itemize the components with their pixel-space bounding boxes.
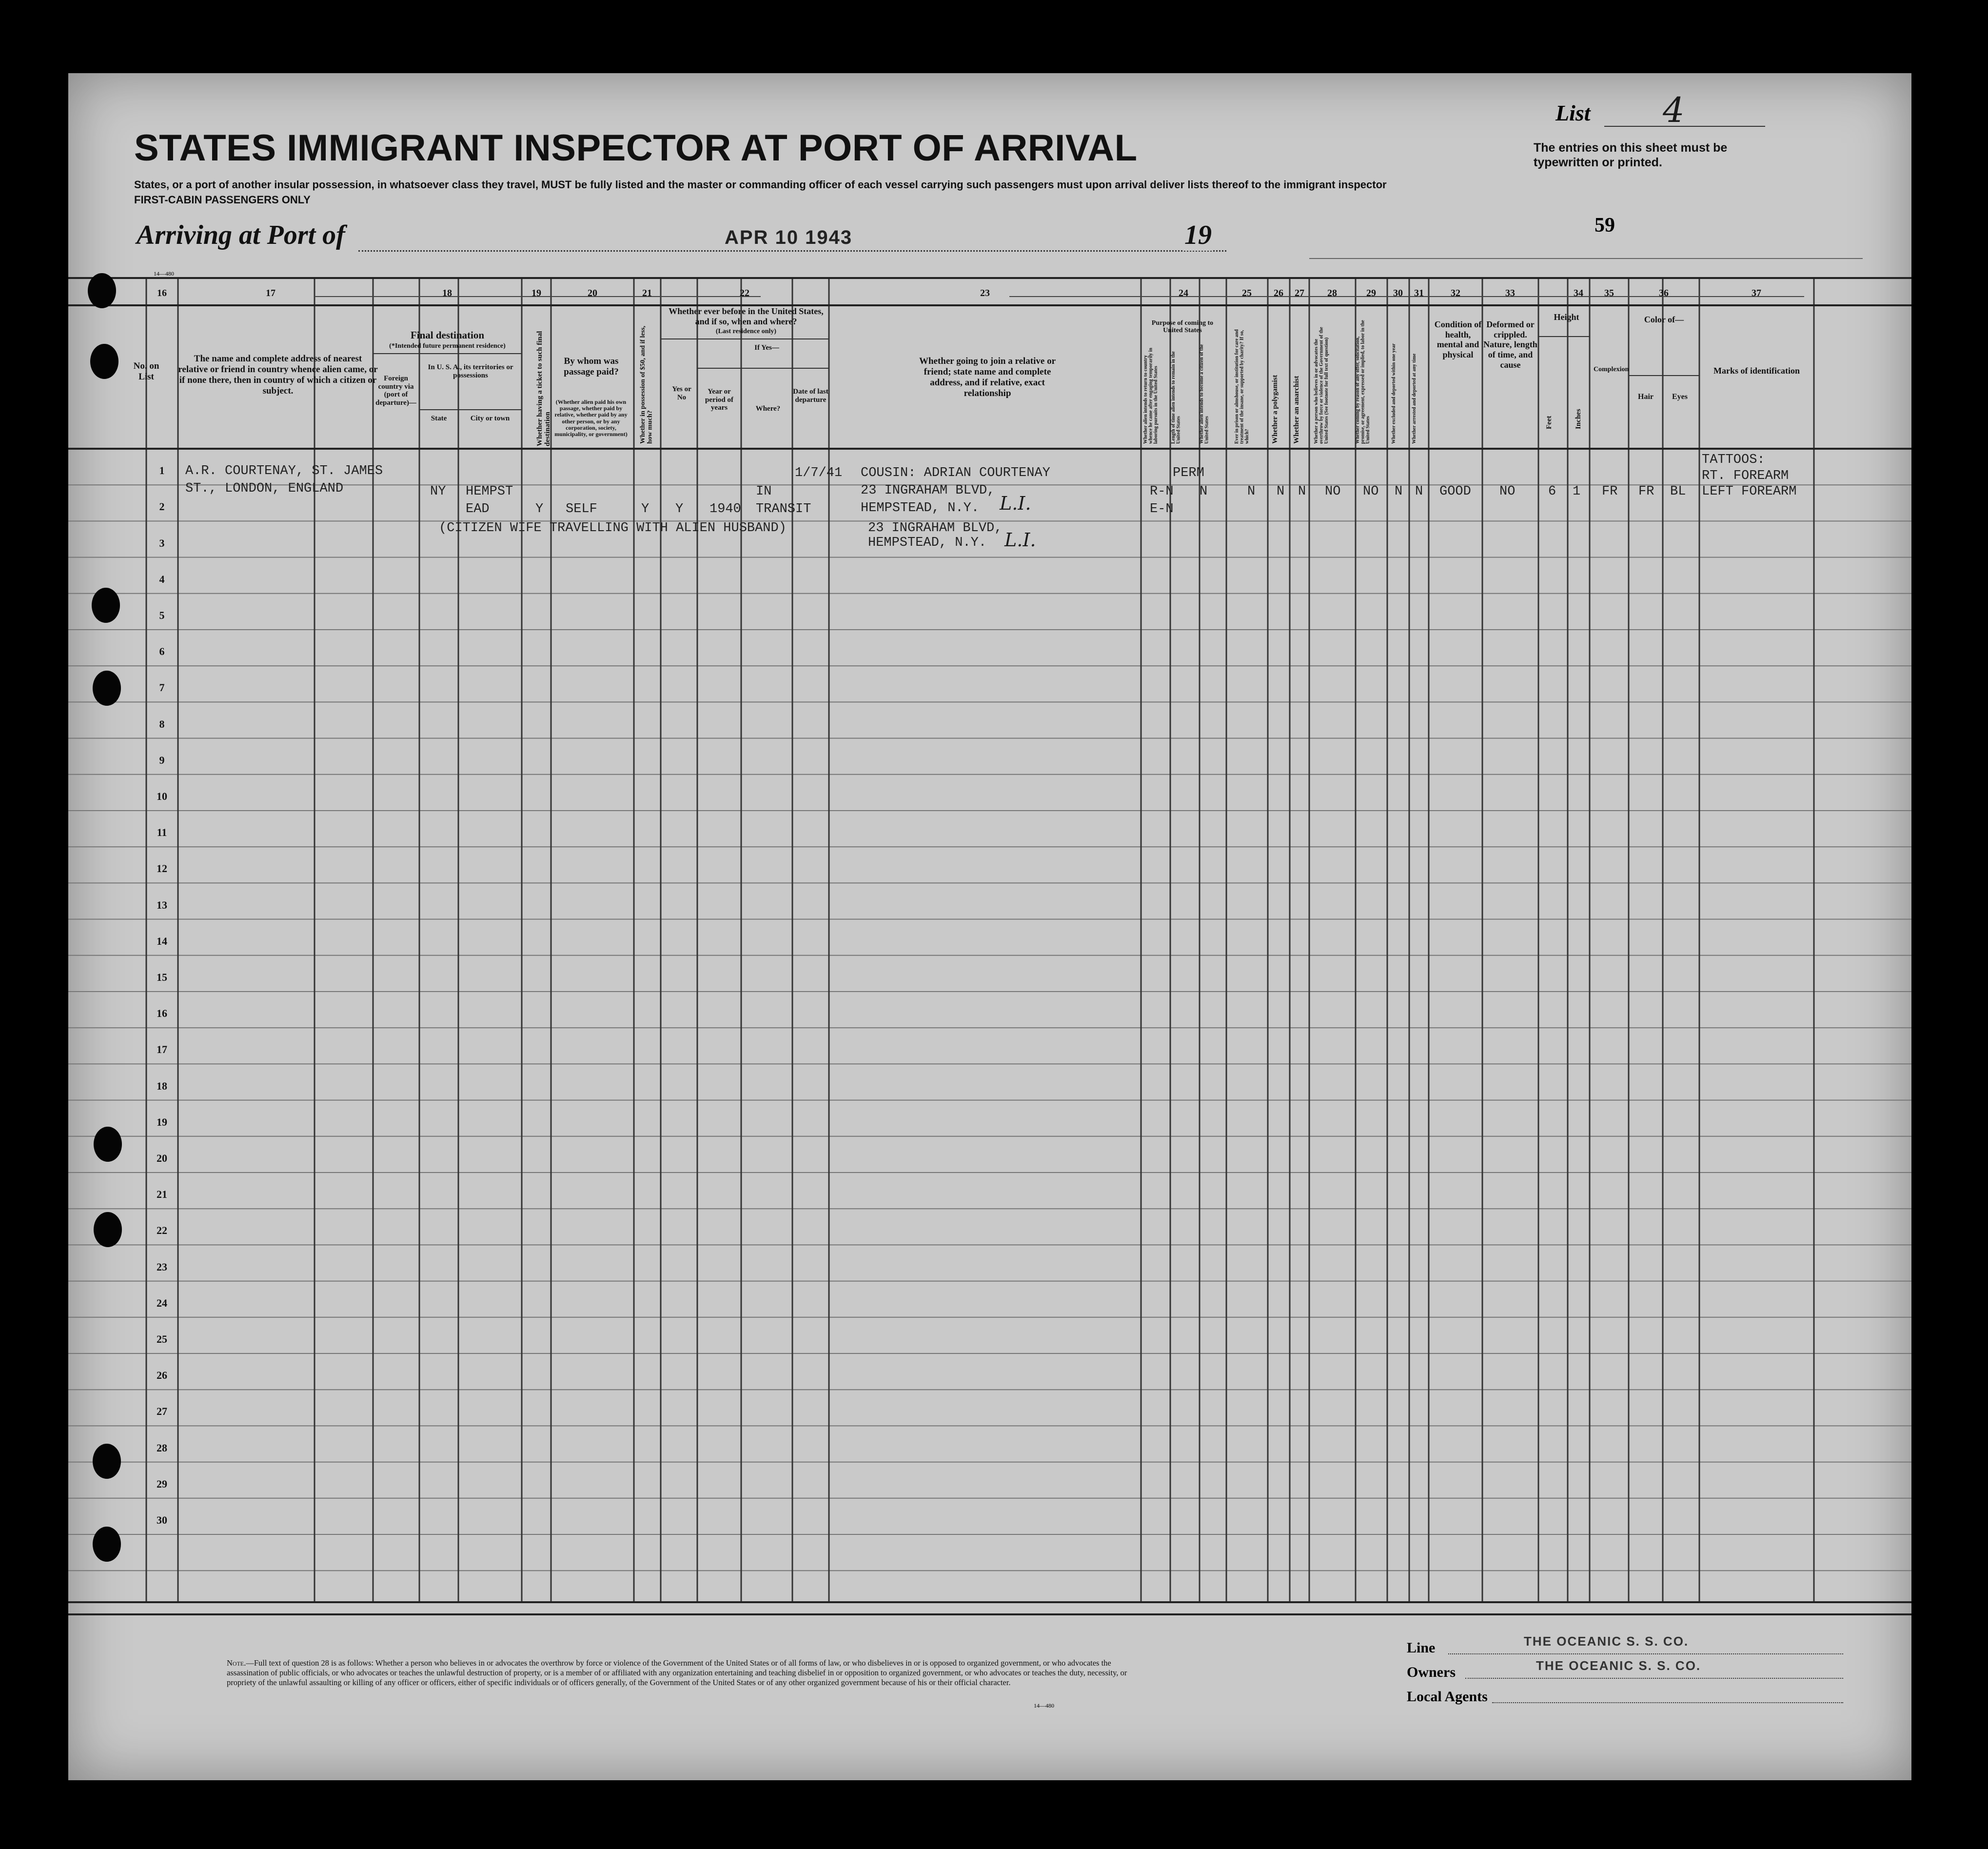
row-number: 22 [157, 1224, 167, 1237]
form-subtitle: States, or a port of another insular possession, in whatsoever class they travel, MUST be fully listed and the master or commanding officer of each vessel carrying such passengers must upon arrival deliver lists thereof to the immigrant inspector [134, 179, 1387, 191]
ticket-header: Whether having a ticket to such final destination [536, 331, 551, 446]
row1-polygamist: N [1277, 484, 1285, 499]
row1-deformed: NO [1499, 484, 1516, 499]
row-number: 9 [159, 754, 165, 766]
row2-join-line1: 23 INGRAHAM BLVD, [868, 521, 1003, 536]
row-number: 21 [157, 1188, 167, 1201]
column-number: 21 [642, 288, 652, 298]
marks-header: Marks of identification [1713, 366, 1800, 376]
row1-marks-line2: RT. FOREARM [1702, 469, 1789, 483]
row1-eyes: BL [1670, 484, 1686, 499]
row1-year: 1940 [709, 502, 741, 517]
owners-label: Owners [1407, 1664, 1456, 1680]
table-grid [68, 73, 1911, 1780]
row1-city-line1: HEMPST [466, 484, 513, 499]
row-number: 16 [157, 1007, 167, 1020]
punch-hole [90, 344, 118, 379]
row1-fifty: Y [641, 502, 650, 517]
line-label: Line [1407, 1640, 1436, 1656]
passage-paid-sub: (Whether alien paid his own passage, whether paid by relative, whether paid by any other person, or by any corporation, society, municipality, or government) [554, 398, 628, 437]
column-number: 22 [740, 288, 749, 298]
row-number: 28 [157, 1441, 167, 1454]
list-label: List [1555, 100, 1591, 125]
if-yes-header: If Yes— [754, 344, 779, 352]
punch-hole [94, 1212, 122, 1247]
row1-overthrow: NO [1325, 484, 1341, 499]
footer-note [227, 1658, 1143, 1688]
footer-code: 14—480 [1034, 1702, 1054, 1709]
city-header: City or town [470, 415, 510, 422]
where-header: Where? [755, 405, 781, 413]
line-rule [1448, 1653, 1843, 1654]
row1-ticket: Y [535, 502, 544, 517]
column-number: 24 [1179, 288, 1188, 298]
row1-join-line2: 23 INGRAHAM BLVD, [861, 483, 995, 498]
row-number: 24 [157, 1296, 167, 1309]
inches-header: Inches [1575, 409, 1582, 429]
row-number: 19 [157, 1115, 167, 1128]
ever-before-header: Whether ever before in the United States, and if so, when and where? [669, 306, 824, 326]
date-stamp: APR 10 1943 [722, 227, 855, 249]
row1-before: Y [675, 502, 684, 517]
line-value: THE OCEANIC S. S. CO. [1524, 1634, 1689, 1649]
overthrow-header: Whether a person who believes in or advocates the overthrow by force or violence of the Government of the United States (See footnote for full text of question) [1314, 327, 1329, 444]
arriving-label: Arriving at Port of [137, 220, 345, 250]
year-prefix: 19 [1182, 219, 1212, 251]
row1-anarchist: N [1298, 484, 1306, 499]
row1-where-line1: IN [756, 484, 772, 499]
row1-citizen: N [1200, 484, 1208, 499]
row-number: 15 [157, 971, 167, 983]
purpose-return-header: Whether alien intends to return to country whence he came after engaging temporarily in laboring pursuits in the United States [1143, 348, 1159, 444]
row-number: 27 [157, 1405, 167, 1418]
row1-purpose-1: R-N [1150, 484, 1174, 499]
row-number: 3 [159, 537, 165, 549]
column-number: 31 [1414, 288, 1424, 298]
local-agents-label: Local Agents [1407, 1689, 1488, 1705]
deformed-header: Deformed or crippled. Nature, length of time, and cause [1483, 319, 1537, 370]
row1-complexion: FR [1602, 484, 1618, 499]
row1-paid-by: SELF [566, 502, 597, 517]
row1-marks-line1: TATTOOS: [1702, 453, 1765, 467]
ever-before-sub: (Last residence only) [715, 328, 777, 335]
hair-header: Hair [1638, 393, 1653, 401]
eyes-header: Eyes [1672, 393, 1688, 401]
owners-rule [1465, 1678, 1843, 1679]
arrested-header: Whether arrested and deported at any time [1412, 353, 1417, 444]
row-number: 8 [159, 717, 165, 730]
column-number: 26 [1274, 288, 1283, 298]
punch-hole [94, 1127, 122, 1162]
first-cabin-label: FIRST-CABIN PASSENGERS ONLY [134, 194, 311, 206]
fifty-dollars-header: Whether in possession of $50, and if less, how much? [639, 325, 654, 444]
passage-paid-header: By whom was passage paid? [564, 356, 619, 377]
punch-hole [92, 588, 120, 623]
offer-labor-header: Whether coming by reason of any offer, solicitation, promise, or agreement, expressed or implied, to labor in the United States [1355, 320, 1371, 444]
row2-join-line2: HEMPSTEAD, N.Y. [868, 536, 987, 550]
row1-li-mark: L.I. [1000, 493, 1031, 514]
list-underline [1604, 126, 1765, 127]
row1-departure: 1/7/41 [795, 466, 843, 480]
anarchist-header: Whether an anarchist [1293, 376, 1300, 444]
row-number: 13 [157, 898, 167, 911]
column-number: 35 [1604, 288, 1614, 298]
agents-rule [1492, 1702, 1843, 1703]
column-number: 17 [266, 288, 276, 298]
punch-hole [88, 273, 116, 308]
row-number: 23 [157, 1260, 167, 1273]
purpose-citizen-header: Whether alien intends to become a citizen of the United States [1199, 344, 1210, 444]
punch-hole [93, 1444, 121, 1479]
column-number: 33 [1505, 288, 1515, 298]
usa-header: In U. S. A., its territories or possessions [428, 363, 513, 379]
punch-hole [93, 671, 121, 706]
row1-length: PERM [1173, 466, 1204, 480]
going-to-join-header: Whether going to join a relative or friend; state name and complete address, and if relative, exact relationship [919, 356, 1056, 398]
purpose-length-header: Length of time alien intends to remain in the United States [1171, 351, 1181, 444]
row-number: 30 [157, 1513, 167, 1526]
no-on-list-header: No. on List [133, 361, 159, 382]
form-code: 14—480 [154, 270, 174, 277]
purpose-header: Purpose of coming to United States [1151, 319, 1214, 335]
row-number: 20 [157, 1152, 167, 1164]
row1-inches: 1 [1573, 484, 1581, 499]
foreign-country-header: Foreign country via (port of departure)— [375, 375, 416, 407]
column-number: 20 [588, 288, 597, 298]
row1-hair: FR [1638, 484, 1654, 499]
row-number: 29 [157, 1477, 167, 1490]
column-number: 32 [1451, 288, 1460, 298]
row1-join-line3: HEMPSTEAD, N.Y. [861, 501, 980, 516]
row1-purpose-2: E-N [1150, 502, 1174, 517]
row1-arrested: N [1415, 484, 1423, 499]
year-header: Year or period of years [705, 388, 733, 412]
date-departure-header: Date of last departure [793, 388, 828, 404]
column-number: 30 [1393, 288, 1403, 298]
row-number: 7 [159, 681, 165, 694]
color-header: Color of— [1644, 315, 1684, 324]
row1-health: GOOD [1439, 484, 1471, 499]
row-number: 10 [157, 790, 167, 802]
column-number: 16 [157, 288, 167, 298]
row1-where-line2: TRANSIT [756, 502, 811, 517]
row1-offer: NO [1363, 484, 1379, 499]
row2-note: (CITIZEN WIFE TRAVELLING WITH ALIEN HUSBAND) [439, 521, 787, 536]
final-destination-sub: (*Intended future permanent residence) [389, 342, 506, 350]
complexion-header: Complexion [1594, 366, 1629, 373]
feet-header: Feet [1545, 416, 1553, 429]
column-number: 28 [1327, 288, 1337, 298]
owners-value: THE OCEANIC S. S. CO. [1536, 1658, 1701, 1673]
column-number: 37 [1752, 288, 1761, 298]
row-number: 11 [157, 826, 167, 839]
column-number: 18 [442, 288, 452, 298]
manifest-sheet [68, 73, 1911, 1780]
punch-hole [93, 1527, 121, 1562]
state-header: State [431, 415, 447, 422]
yes-no-header: Yes or No [672, 385, 691, 401]
row-number: 6 [159, 645, 165, 658]
row1-relative-line2: ST., LONDON, ENGLAND [185, 481, 344, 496]
final-destination-header: Final destination [410, 329, 485, 341]
row1-prison: N [1247, 484, 1256, 499]
row1-state: NY [430, 484, 446, 499]
page-number: 59 [1594, 214, 1615, 237]
row-number: 5 [159, 609, 165, 621]
row-number: 12 [157, 862, 167, 875]
row-number: 2 [159, 500, 165, 513]
row-number: 4 [159, 573, 165, 585]
excluded-header: Whether excluded and deported within one year [1391, 343, 1397, 444]
row-number: 14 [157, 934, 167, 947]
prison-header: Ever in prison or almshouse, or institution for care and treatment of the insane, or supported by charity? If so, which? [1234, 329, 1250, 444]
row1-feet: 6 [1548, 484, 1556, 499]
column-number: 36 [1659, 288, 1669, 298]
polygamist-header: Whether a polygamist [1271, 375, 1279, 444]
column-number: 23 [980, 288, 990, 298]
height-header: Height [1554, 312, 1579, 322]
row2-li-mark: L.I. [1004, 529, 1036, 551]
typewritten-note: The entries on this sheet must be typewritten or printed. [1534, 141, 1728, 169]
column-number: 25 [1242, 288, 1252, 298]
list-number: 4 [1663, 90, 1685, 130]
column-number: 27 [1295, 288, 1304, 298]
form-title: STATES IMMIGRANT INSPECTOR AT PORT OF ARRIVAL [134, 127, 1138, 169]
relative-address-header: The name and complete address of nearest relative or friend in country whence alien came, or if none there, then in country of which a citizen or subject. [178, 354, 378, 396]
row-number: 25 [157, 1332, 167, 1345]
column-number: 29 [1366, 288, 1376, 298]
row1-join-line1: COUSIN: ADRIAN COURTENAY [861, 466, 1050, 480]
row-number: 1 [159, 464, 165, 477]
row1-excluded: N [1395, 484, 1403, 499]
health-header: Condition of health, mental and physical [1434, 319, 1482, 360]
column-number: 19 [531, 288, 541, 298]
column-number: 34 [1574, 288, 1583, 298]
port-line [358, 250, 1226, 252]
footer-note-label: Note. [227, 1658, 246, 1668]
row-number: 18 [157, 1079, 167, 1092]
row1-relative-line1: A.R. COURTENAY, ST. JAMES [185, 464, 383, 478]
row-number: 26 [157, 1369, 167, 1382]
row1-city-line2: EAD [466, 502, 490, 517]
footer-note-text: —Full text of question 28 is as follows: Whether a person who believes in or advocates the overthrow by force or violence of the Government of the United States or of all forms of law, or who disbelieves in or is opposed to organized government, or who advocates the assassination of public officials, or who advocates or teaches the unlawful destruction of property, or is a member of or affiliated with any organization entertaining and teaching disbelief in or opposition to organized government, or who advocates or teaches the duty, necessity, or propriety of the unlawful assaulting or killing of any officer or officers, either of specific individuals or of officers generally, of the Government of the United States or of any other organized government because of his or their official character. [227, 1658, 1127, 1687]
row1-marks-line3: LEFT FOREARM [1702, 484, 1797, 499]
row-number: 17 [157, 1043, 167, 1056]
